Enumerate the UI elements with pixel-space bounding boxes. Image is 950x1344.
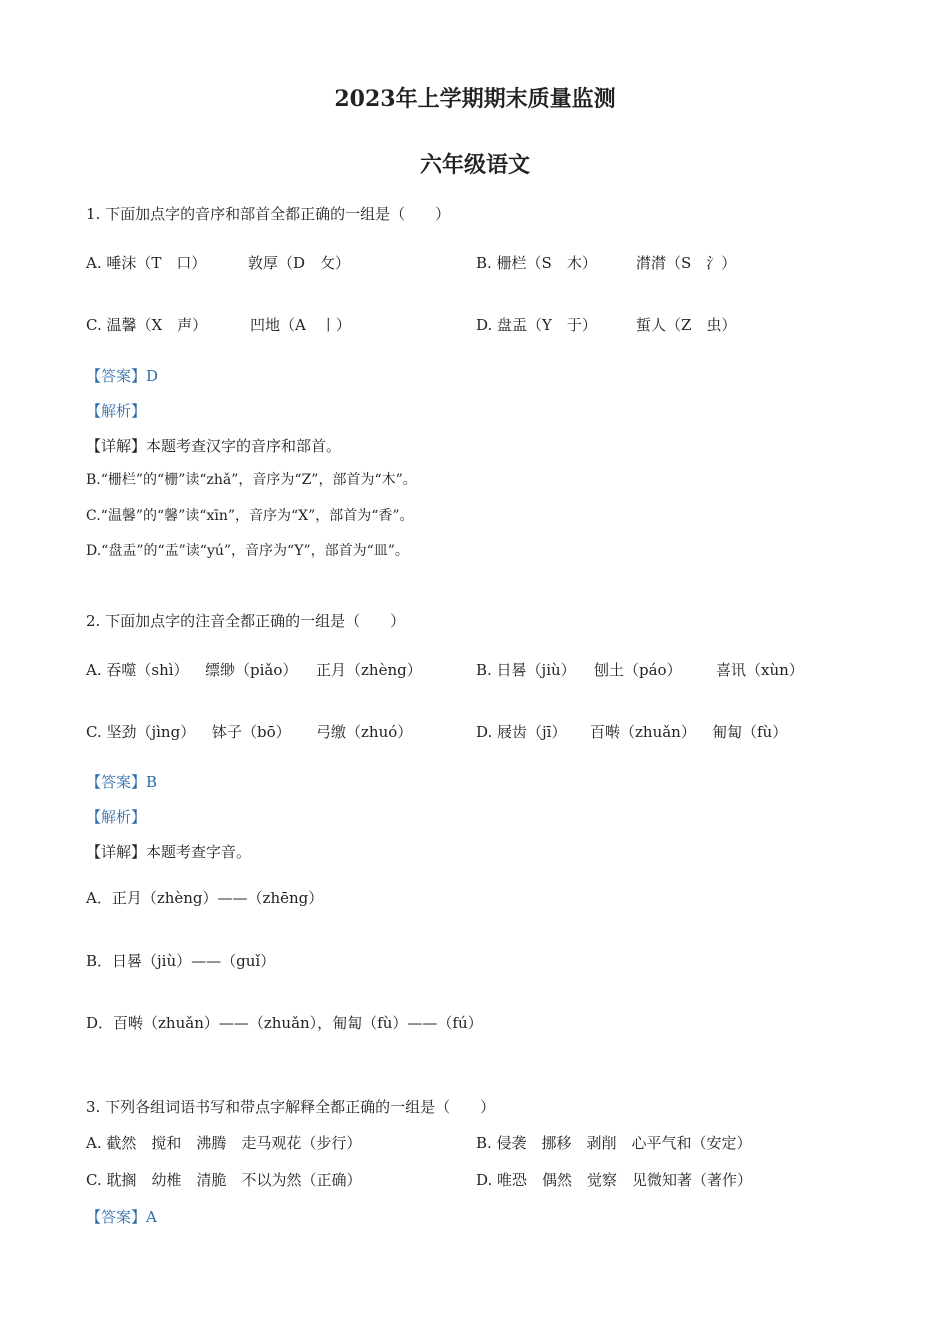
q1-stem: 1. 下面加点字的音序和部首全都正确的一组是（ ） [86,205,451,223]
q2-option-d1: D. 屐齿（jī） [476,723,567,741]
q3-option-a: A. 截然 搅和 沸腾 走马观花（步行） [86,1134,362,1152]
q2-stem: 2. 下面加点字的注音全都正确的一组是（ ） [86,612,406,630]
q1-option-c2: 凹地（A 丨） [250,316,351,334]
q2-option-a1: A. 吞噬（shì） [86,661,189,679]
q1-option-a2: 敦厚（D 攵） [248,254,351,272]
q1-option-d2: 蜇人（Z 虫） [636,316,737,334]
q2-option-a3: 正月（zhèng） [316,661,422,679]
q2-option-c1: C. 坚劲（jìng） [86,723,196,741]
q1-option-c1: C. 温馨（X 声） [86,316,208,334]
page-subtitle: 六年级语文 [419,152,530,178]
q2-option-c2: 钵子（bō） [212,723,291,741]
q2-explain-b: B．日晷（jiù）——（guǐ） [86,952,276,970]
q2-analysis-label: 【解析】 [86,808,147,826]
q2-explain-d: D．百啭（zhuǎn）——（zhuǎn），匍匐（fù）——（fú） [86,1014,483,1032]
page-title: 2023年上学期期末质量监测 [334,86,616,112]
q1-option-b1: B. 栅栏（S 木） [476,254,597,272]
q2-detail: 【详解】本题考查字音。 [86,843,252,861]
q1-explain-b: B.“栅栏”的“栅”读“zhǎ”，音序为“Z”，部首为“木”。 [86,472,417,488]
q1-option-a1: A. 唾沫（T 口） [86,254,207,272]
q1-detail: 【详解】本题考查汉字的音序和部首。 [86,437,342,455]
q1-option-d1: D. 盘盂（Y 于） [476,316,597,334]
q2-option-d2: 百啭（zhuǎn） [590,723,696,741]
q2-option-b3: 喜讯（xùn） [716,661,804,679]
q2-option-b2: 刨土（páo） [594,661,682,679]
q1-analysis-label: 【解析】 [86,402,147,420]
q1-explain-d: D.“盘盂”的“盂”读“yú”，音序为“Y”，部首为“皿”。 [86,543,409,559]
q2-option-b1: B. 日晷（jiù） [476,661,576,679]
q2-option-c3: 弓缴（zhuó） [316,723,413,741]
q2-explain-a: A．正月（zhèng）——（zhēng） [86,889,324,907]
q1-explain-c: C.“温馨”的“馨”读“xīn”，音序为“X”，部首为“香”。 [86,508,414,524]
q2-option-d3: 匍匐（fù） [712,723,788,741]
q2-option-a2: 缥缈（piǎo） [205,661,298,679]
q2-answer: 【答案】B [86,773,158,791]
q3-option-c: C. 耽搁 幼椎 清脆 不以为然（正确） [86,1171,362,1189]
q3-answer: 【答案】A [86,1208,157,1226]
q1-option-b2: 潸潸（S 氵） [636,254,737,272]
q3-option-d: D. 唯恐 偶然 觉察 见微知著（著作） [476,1171,753,1189]
q3-stem: 3. 下列各组词语书写和带点字解释全都正确的一组是（ ） [86,1098,496,1116]
q3-option-b: B. 侵袭 挪移 剥削 心平气和（安定） [476,1134,752,1152]
q1-answer: 【答案】D [86,367,159,385]
